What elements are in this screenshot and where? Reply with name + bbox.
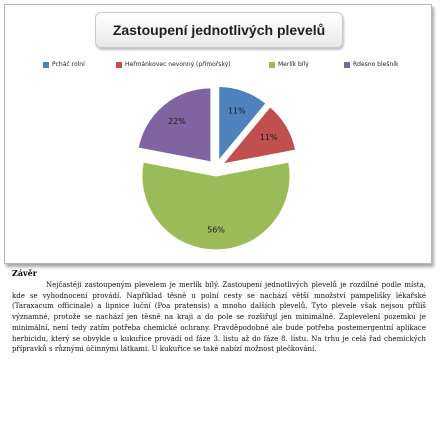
chart-title: Zastoupení jednotlivých plevelů bbox=[112, 22, 326, 38]
pie-slice bbox=[142, 162, 290, 250]
chart-frame bbox=[4, 4, 432, 264]
legend-label: Heřmánkovec nevonný (přímořský) bbox=[125, 61, 231, 68]
slice-label: 22% bbox=[168, 116, 186, 126]
slice-label: 56% bbox=[207, 225, 225, 235]
legend-label: Merlík bílý bbox=[278, 61, 309, 68]
text-block bbox=[12, 268, 426, 440]
legend-label: Pcháč rolní bbox=[52, 61, 85, 68]
slice-label: 11% bbox=[227, 106, 246, 116]
pie-chart bbox=[5, 5, 431, 263]
legend-label: Rdesno blešník bbox=[353, 61, 399, 68]
conclusion-paragraph: Nejčastěji zastoupeným plevelem je merlík bílý. Zastoupení jednotlivých plevelů je rozdílné podle místa, kde se vyhodnocení provádí. Například těsně u polní cesty se nachází větší množství pampelišky lékařské (Taraxacum officinale) a lipnice luční (Poa pratensis) a mnoho dalších plevelů. Tyto plevele však nejsou příliš významné, protože se nachází jen těsně na kraji a do pole se rozšiřují jen minimálně. Zaplevelení pozemku je minimální, není tedy zatím potřeba chemické ochrany. Pravděpodobně ale bude potřeba postemergentní aplikace herbicidu, který se obvykle u kukuřice provádí od fáze 3. listu až do fáze 8. listu. Na trhu je celá řad chemických přípravků s různými účinnými látkami. U kukuřice se také nabízí možnost plečkování. bbox=[12, 281, 426, 354]
section-heading: Závěr bbox=[12, 268, 37, 278]
slice-label: 11% bbox=[259, 132, 278, 142]
